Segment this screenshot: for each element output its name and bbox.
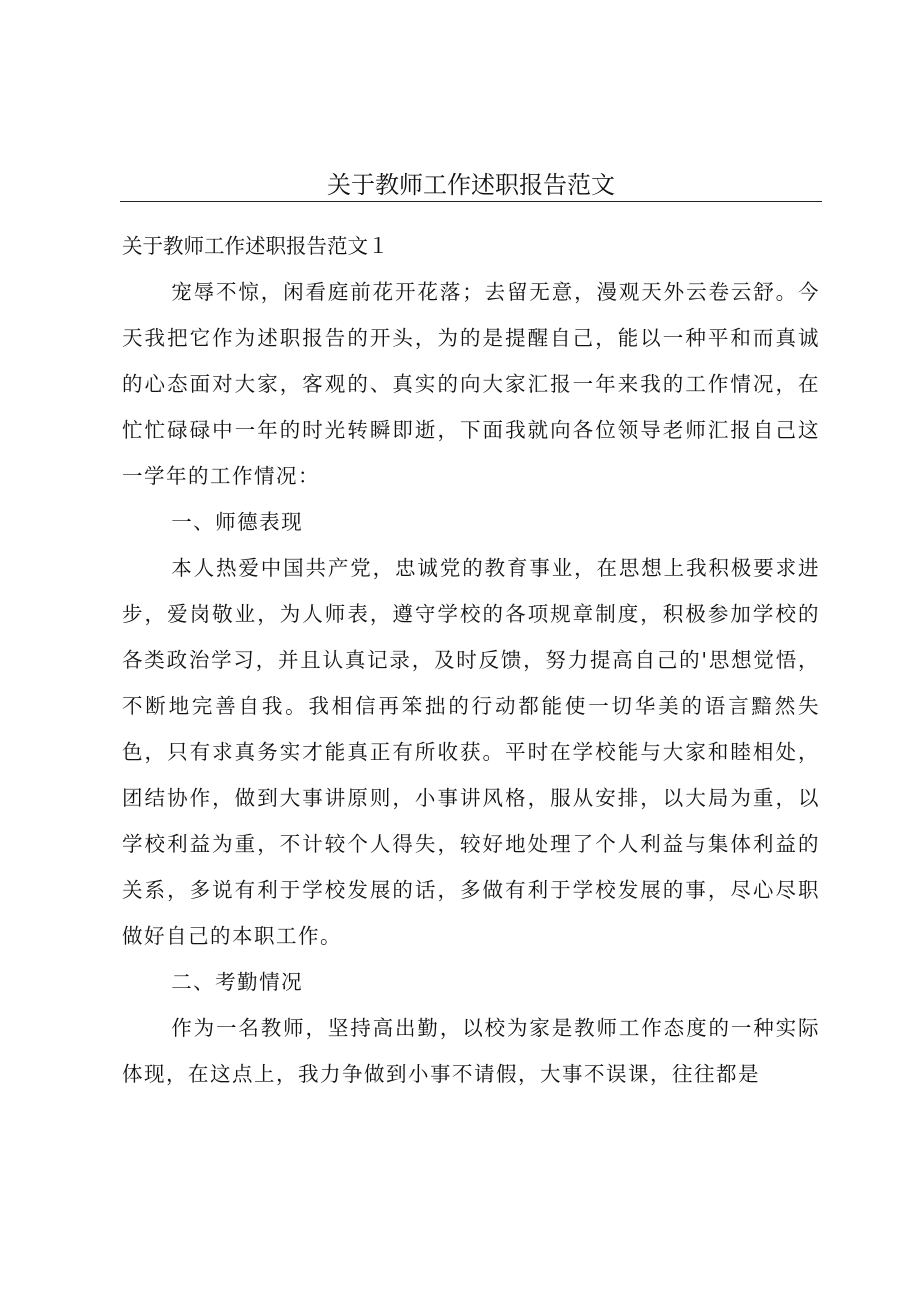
heading-attendance: 二、考勤情况 (171, 970, 304, 994)
document-body (122, 223, 820, 1097)
section-subtitle: 关于教师工作述职报告范文１ (122, 234, 389, 258)
paragraph-attendance: 作为一名教师，坚持高出勤，以校为家是教师工作态度的一种实际体现，在这点上，我力争做到小事不请假，大事不误课，往往都是 (122, 1016, 820, 1086)
title-divider (120, 201, 822, 202)
heading-ethics: 一、师德表现 (171, 510, 304, 534)
paragraph-ethics: 本人热爱中国共产党，忠诚党的教育事业，在思想上我积极要求进步，爱岗敬业，为人师表，遵守学校的各项规章制度，积极参加学校的各类政治学习，并且认真记录，及时反馈，努力提高自己的'思想觉悟，不断地完善自我。我相信再笨拙的行动都能使一切华美的语言黯然失色，只有求真务实才能真正有所收获。平时在学校能与大家和睦相处，团结协作，做到大事讲原则，小事讲风格，服从安排，以大局为重，以学校利益为重，不计较个人得失，较好地处理了个人利益与集体利益的关系，多说有利于学校发展的话，多做有利于学校发展的事，尽心尽职做好自己的本职工作。 (122, 556, 820, 948)
paragraph-intro: 宠辱不惊，闲看庭前花开花落；去留无意，漫观天外云卷云舒。今天我把它作为述职报告的开头，为的是提醒自己，能以一种平和而真诚的心态面对大家，客观的、真实的向大家汇报一年来我的工作情况，在忙忙碌碌中一年的时光转瞬即逝，下面我就向各位领导老师汇报自己这一学年的工作情况： (122, 280, 820, 488)
document-title: 关于教师工作述职报告范文 (327, 171, 615, 199)
